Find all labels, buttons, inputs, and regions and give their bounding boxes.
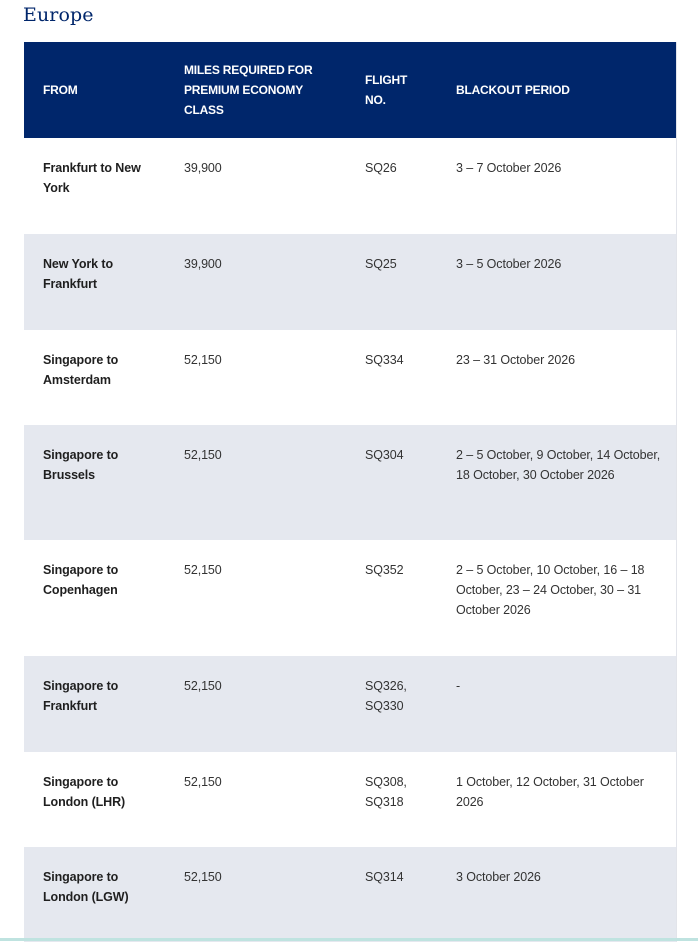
route-cell: Frankfurt to New York [43, 161, 141, 195]
table-row [24, 425, 676, 540]
blackout-cell: 2 – 5 October, 10 October, 16 – 18 October, 23 – 24 October, 30 – 31 October 2026 [456, 563, 645, 617]
flight-cell: SQ352 [365, 563, 404, 577]
table-row [24, 540, 676, 656]
blackout-table [24, 42, 676, 942]
blackout-cell: 3 October 2026 [456, 870, 541, 884]
flight-cell: SQ334 [365, 353, 404, 367]
miles-cell: 39,900 [184, 161, 222, 175]
column-header-blackout: BLACKOUT PERIOD [456, 83, 570, 97]
miles-cell: 52,150 [184, 563, 222, 577]
blackout-cell: 2 – 5 October, 9 October, 14 October, 18 October, 30 October 2026 [456, 448, 661, 482]
section-title: Europe [23, 4, 94, 26]
miles-cell: 39,900 [184, 257, 222, 271]
table-row [24, 656, 676, 752]
miles-cell: 52,150 [184, 353, 222, 367]
flight-cell: SQ26 [365, 161, 397, 175]
route-cell: Singapore to Frankfurt [43, 679, 119, 713]
column-header-flight: FLIGHT NO. [365, 73, 408, 107]
blackout-cell: 23 – 31 October 2026 [456, 353, 575, 367]
blackout-cell: - [456, 679, 461, 693]
flight-cell: SQ314 [365, 870, 404, 884]
blackout-cell: 3 – 7 October 2026 [456, 161, 562, 175]
column-header-miles: MILES REQUIRED FOR PREMIUM ECONOMY CLASS [184, 63, 313, 117]
route-cell: Singapore to Amsterdam [43, 353, 119, 387]
miles-cell: 52,150 [184, 870, 222, 884]
table-row [24, 847, 676, 942]
blackout-cell: 1 October, 12 October, 31 October 2026 [456, 775, 644, 809]
miles-cell: 52,150 [184, 679, 222, 693]
route-cell: Singapore to London (LHR) [43, 775, 126, 809]
flight-cell: SQ308, SQ318 [365, 775, 407, 809]
column-header-from: FROM [43, 83, 78, 97]
miles-cell: 52,150 [184, 775, 222, 789]
miles-cell: 52,150 [184, 448, 222, 462]
flight-cell: SQ326, SQ330 [365, 679, 407, 713]
flight-cell: SQ304 [365, 448, 404, 462]
route-cell: Singapore to Brussels [43, 448, 119, 482]
table-header-row [24, 42, 676, 138]
flight-cell: SQ25 [365, 257, 397, 271]
table-row [24, 234, 676, 330]
table-row [24, 138, 676, 234]
blackout-cell: 3 – 5 October 2026 [456, 257, 562, 271]
table-row [24, 752, 676, 847]
route-cell: Singapore to London (LGW) [43, 870, 129, 904]
blackout-table-container [24, 42, 677, 942]
route-cell: Singapore to Copenhagen [43, 563, 119, 597]
table-row [24, 330, 676, 425]
route-cell: New York to Frankfurt [43, 257, 113, 291]
